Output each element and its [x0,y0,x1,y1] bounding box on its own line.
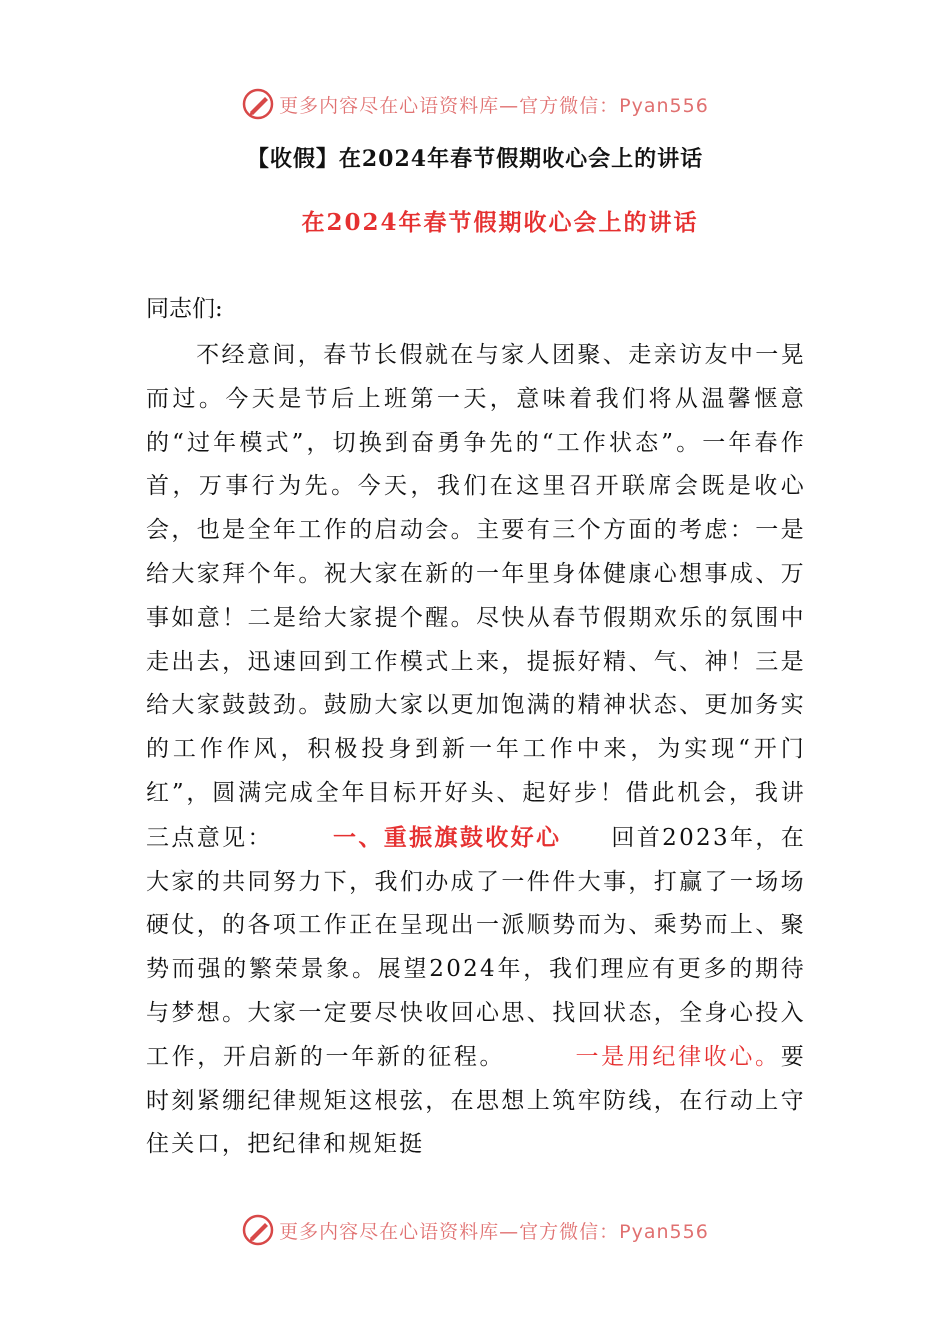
section-heading-1: 一、重振旗鼓收好心 [332,823,562,851]
paragraph-2: 回首2023年，在大家的共同努力下，我们办成了一件件大事，打赢了一场场硬仗，的各项工作正在呈现出一派顺势而为、乘势而上、聚势而强的繁荣景象。展望2024年，我们理应有更多的期待与梦想。大家一定要尽快收回心思、找回状态，全身心投入工作，开启新的一年新的征程。 [146,824,807,1070]
document-heading: 在2024年春节假期收心会上的讲话 [301,209,699,236]
watermark-footer [0,1210,950,1250]
document-title: 【收假】在2024年春节假期收心会上的讲话 [246,146,704,172]
watermark-header [0,84,950,124]
paragraph-3: 要时刻紧绷纪律规矩这根弦，在思想上筑牢防线，在行动上守住关口，把纪律和规矩挺 [146,1043,806,1158]
salutation: 同志们: [146,296,223,322]
pen-circle-icon [241,1213,275,1247]
pen-circle-icon [241,87,275,121]
body-text [146,334,806,1167]
point-heading-1: 一是用纪律收心。 [575,1043,781,1070]
paragraph-1: 不经意间，春节长假就在与家人团聚、走亲访友中一晃而过。今天是节后上班第一天，意味着我们将从温馨惬意的“过年模式”，切换到奋勇争先的“工作状态”。一年春作首，万事行为先。今天，我们在这里召开联席会既是收心会，也是全年工作的启动会。主要有三个方面的考虑：一是给大家拜个年。祝大家在新的一年里身体健康心想事成、万事如意！二是给大家提个醒。尽快从春节假期欢乐的氛围中走出去，迅速回到工作模式上来，提振好精、气、神！三是给大家鼓鼓劲。鼓励大家以更加饱满的精神状态、更加务实的工作作风，积极投身到新一年工作中来，为实现“开门红”，圆满完成全年目标开好头、起好步！借此机会，我讲三点意见： [146,342,806,851]
watermark-text: 更多内容尽在心语资料库—官方微信：Pyan556 [279,1220,709,1243]
watermark-text: 更多内容尽在心语资料库—官方微信：Pyan556 [279,94,709,117]
